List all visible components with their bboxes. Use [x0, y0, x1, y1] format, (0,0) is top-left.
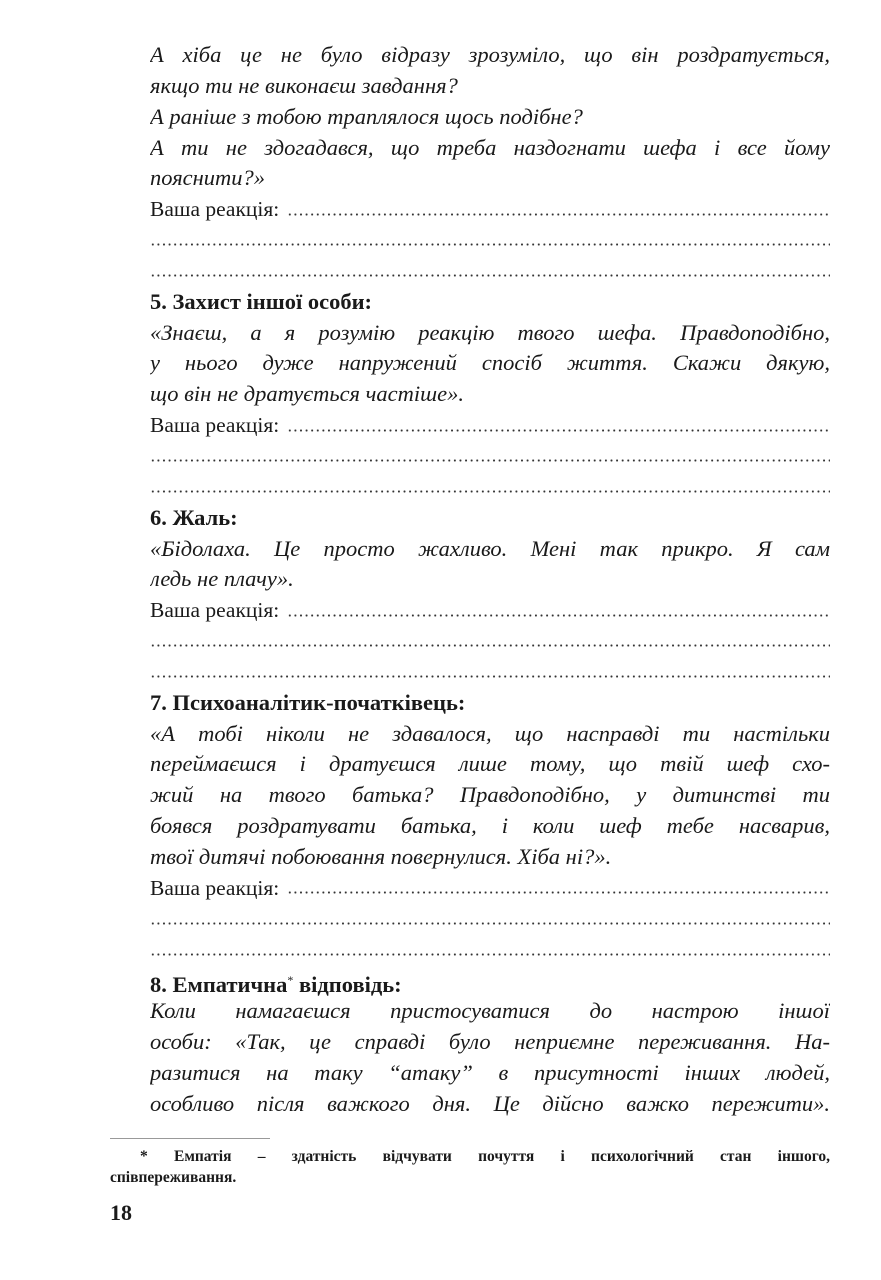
quote-line: особливо після важкого дня. Це дійсно важко пережити». [150, 1090, 830, 1116]
answer-dotted-line[interactable] [287, 613, 830, 621]
quote-line: «А тобі ніколи не здавалося, що насправді ти настільки [150, 720, 830, 746]
quote-line: «Знаєш, а я розумію реакцію твого шефа. Правдоподібно, [150, 319, 830, 345]
reaction-field[interactable] [150, 194, 830, 225]
quote-line: ледь не плачу». [150, 566, 294, 592]
quote-line: А раніше з тобою траплялося щось подібне? [150, 103, 583, 129]
reaction-label: Ваша реакція: [150, 875, 280, 900]
quote-line: твої дитячі побоювання повернулися. Хіба ні?». [150, 843, 612, 869]
heading-text: відповідь: [293, 972, 402, 997]
answer-dotted-line[interactable] [287, 428, 830, 436]
answer-dotted-line[interactable] [150, 952, 830, 960]
quote-line: разитися на таку “атаку” в присутності інших людей, [150, 1059, 830, 1085]
footnote-line: співпереживання. [110, 1169, 237, 1186]
answer-dotted-line[interactable] [150, 643, 830, 651]
section-heading [150, 965, 830, 996]
quote-line: А ти не здогадався, що треба наздогнати шефа і все йому [150, 134, 830, 160]
quote-line: жий на твого батька? Правдоподібно, у дитинстві ти [150, 782, 830, 808]
answer-line[interactable] [150, 472, 830, 503]
footnote-line: * Емпатія – здатність відчувати почуття і психологічний стан іншого, [140, 1148, 830, 1165]
answer-line[interactable] [150, 934, 830, 965]
answer-line[interactable] [150, 904, 830, 935]
reaction-label: Ваша реакція: [150, 197, 280, 222]
quote-line: А хіба це не було відразу зрозуміло, що він роздратується, [150, 42, 830, 67]
quote-line: Коли намагаєшся пристосуватися до настрою іншої [150, 998, 830, 1024]
section-heading [150, 287, 830, 318]
answer-line[interactable] [150, 441, 830, 472]
reaction-field[interactable] [150, 410, 830, 441]
quote-line: особи: «Так, це справді було неприємне переживання. На- [150, 1029, 830, 1054]
answer-dotted-line[interactable] [150, 242, 830, 250]
quote-line: що він не дратується частіше». [150, 381, 464, 407]
answer-dotted-line[interactable] [150, 489, 830, 497]
answer-dotted-line[interactable] [150, 921, 830, 929]
page-number: 18 [110, 1200, 132, 1225]
answer-line[interactable] [150, 626, 830, 657]
section-heading [150, 688, 830, 719]
reaction-label: Ваша реакція: [150, 413, 280, 438]
page-body [150, 40, 830, 1120]
section-heading [150, 503, 830, 534]
answer-line[interactable] [150, 657, 830, 688]
answer-dotted-line[interactable] [150, 273, 830, 281]
reaction-label: Ваша реакція: [150, 598, 280, 623]
reaction-field[interactable] [150, 873, 830, 904]
answer-dotted-line[interactable] [287, 212, 830, 220]
heading-text: 7. Психоаналітик-початківець: [150, 689, 466, 715]
answer-line[interactable] [150, 256, 830, 287]
quote-line: «Бідолаха. Це просто жахливо. Мені так прикро. Я сам [150, 535, 830, 561]
quote-line: якщо ти не виконаєш завдання? [150, 72, 458, 98]
answer-dotted-line[interactable] [150, 674, 830, 682]
quote-line: у нього дуже напружений спосіб життя. Скажи дякую, [150, 350, 830, 376]
quote-line: переймаєшся і дратуєшся лише тому, що твій шеф схо- [150, 751, 830, 777]
heading-text: 6. Жаль: [150, 504, 238, 530]
quote-line: пояснити?» [150, 165, 266, 191]
heading-text: 8. Емпатична [150, 972, 288, 997]
answer-dotted-line[interactable] [287, 890, 830, 898]
answer-dotted-line[interactable] [150, 458, 830, 466]
reaction-field[interactable] [150, 595, 830, 626]
quote-line: боявся роздратувати батька, і коли шеф тебе насварив, [150, 813, 830, 839]
footnote-marker: * [287, 973, 294, 988]
footnote-divider [110, 1138, 270, 1139]
footnote [110, 1146, 830, 1188]
answer-line[interactable] [150, 225, 830, 256]
heading-text: 5. Захист іншої особи: [150, 288, 373, 314]
